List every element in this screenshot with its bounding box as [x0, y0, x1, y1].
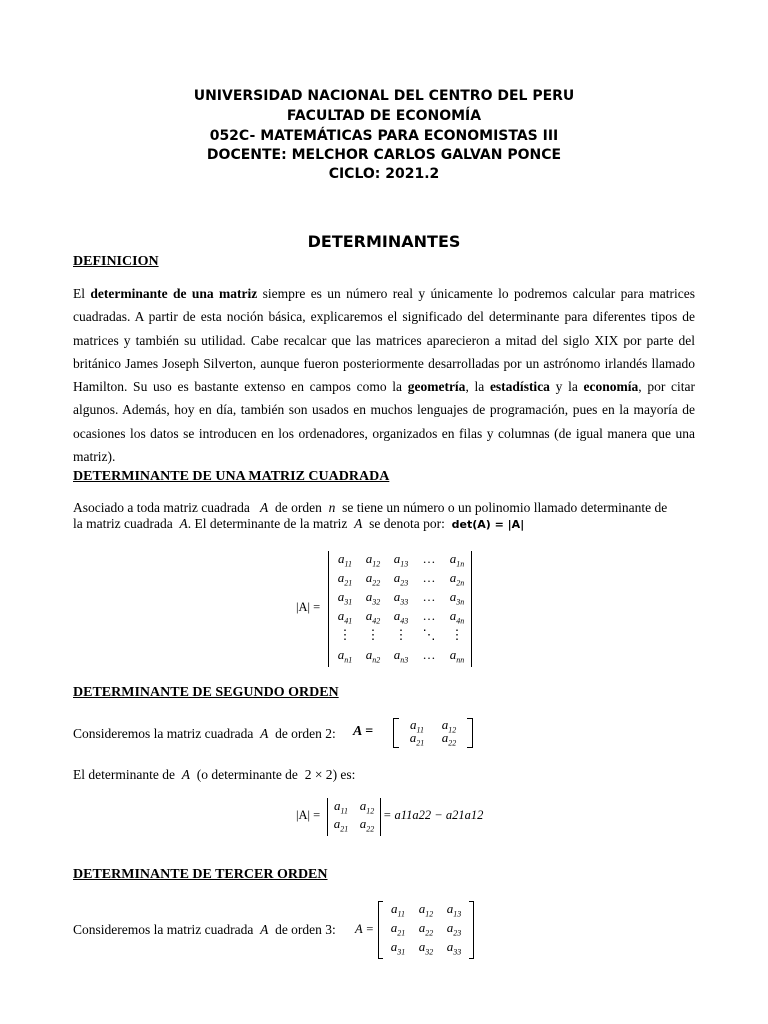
university-name: UNIVERSIDAD NACIONAL DEL CENTRO DEL PERU — [193, 88, 575, 104]
matrix-entry: $a_{41}$ — [337, 608, 353, 626]
matrix-entry: $a_{21}$ — [409, 730, 425, 748]
matrix-entry: $a_{31}$ — [337, 589, 353, 607]
matrix-entry: $a_{11}$ — [391, 901, 405, 919]
matrix-entry: $a_{31}$ — [390, 939, 406, 957]
matrix-entry: $a_{2n}$ — [449, 570, 465, 588]
segundo-det-rhs: = a11a22 − a21a12 — [383, 808, 484, 822]
matrix-entry: ⋮ — [366, 627, 380, 642]
teacher-name: DOCENTE: MELCHOR CARLOS GALVAN PONCE — [206, 147, 562, 163]
matrix-entry: $a_{12}$ — [365, 551, 381, 569]
matrix-entry: $a_{11}$ — [338, 551, 352, 569]
matrix-entry: $a_{12}$ — [359, 798, 375, 816]
matrix-entry: $a_{21}$ — [390, 920, 406, 938]
cuadrada-line1: Asociado a toda matriz cuadrada A de orden n se tiene un número o un polinomio llamado determinante de — [73, 500, 668, 515]
page-title: DETERMINANTES — [307, 232, 461, 251]
segundo-det-lhs: |A| = — [296, 808, 321, 822]
section-segundo: DETERMINANTE DE SEGUNDO ORDEN — [73, 685, 339, 700]
section-cuadrada: DETERMINANTE DE UNA MATRIZ CUADRADA — [73, 469, 390, 484]
matrix-entry: $a_{22}$ — [418, 920, 434, 938]
matrix-entry: $a_{33}$ — [446, 939, 462, 957]
section-tercer: DETERMINANTE DE TERCER ORDEN — [73, 867, 328, 882]
segundo-matrix — [393, 718, 473, 748]
matrix-entry: $a_{22}$ — [441, 730, 457, 748]
segundo-det-matrix — [327, 798, 381, 836]
matrix-entry: $a_{32}$ — [418, 939, 434, 957]
matrix-entry: … — [422, 551, 436, 566]
matrix-entry: $a_{11}$ — [334, 798, 348, 816]
definicion-paragraph: El determinante de una matriz siempre es un número real y únicamente lo podremos calcular para matrices cuadradas. A partir de esta noción básica, explicaremos el significado del determinante para diferentes tipos de matrices y también su utilidad. Cabe recalcar que las matrices aparecieron a mitad del siglo XIX por parte del británico James Joseph Silverton, aunque fueron posteriormente desarrolladas por un astrónomo irlandés llamado Hamilton. Su uso es bastante extenso en campos como la geometría, la estadística y la economía, por citar algunos. Además, hoy en día, también son usados en muchos lenguajes de programación, pues en la mayoría de ocasiones los datos se introducen en los ordenadores, organizados en filas y columnas (de igual manera que una matriz). — [73, 286, 695, 465]
segundo-matrix-lhs: A = — [353, 724, 374, 739]
matrix-entry: $a_{nn}$ — [449, 647, 465, 665]
matrix-entry: $a_{n3}$ — [393, 647, 409, 665]
matrix-entry: $a_{33}$ — [393, 589, 409, 607]
matrix-entry: … — [422, 589, 436, 604]
cycle: CICLO: 2021.2 — [328, 166, 440, 182]
matrix-entry: $a_{11}$ — [410, 717, 424, 735]
matrix-entry: $a_{43}$ — [393, 608, 409, 626]
matrix-entry: … — [422, 570, 436, 585]
matrix-entry: $a_{32}$ — [365, 589, 381, 607]
matrix-entry: ⋱ — [422, 627, 436, 642]
matrix-entry: $a_{n2}$ — [365, 647, 381, 665]
matrix-entry: $a_{42}$ — [365, 608, 381, 626]
matrix-entry: ⋮ — [394, 627, 408, 642]
matrix-entry: $a_{1n}$ — [449, 551, 465, 569]
matrix-entry: $a_{12}$ — [441, 717, 457, 735]
matrix-entry: ⋮ — [450, 627, 464, 642]
matrix-entry: $a_{12}$ — [418, 901, 434, 919]
matrix-entry: $a_{21}$ — [337, 570, 353, 588]
matrix-entry: $a_{22}$ — [359, 816, 375, 834]
matrix-entry: … — [422, 647, 436, 662]
matrix-entry: $a_{23}$ — [393, 570, 409, 588]
tercer-consider: Consideremos la matriz cuadrada A de orden 3: — [73, 922, 336, 937]
matrix-entry: $a_{4n}$ — [449, 608, 465, 626]
matrix-entry: $a_{21}$ — [333, 816, 349, 834]
general-matrix — [328, 551, 472, 667]
matrix-entry: $a_{13}$ — [393, 551, 409, 569]
segundo-det-intro: El determinante de A (o determinante de 2 × 2) es: — [73, 767, 356, 782]
faculty-name: FACULTAD DE ECONOMÍA — [286, 108, 482, 124]
det-notation: det(A) = |A| — [451, 518, 525, 531]
tercer-matrix — [378, 901, 474, 959]
matrix-entry: ⋮ — [338, 627, 352, 642]
matrix-entry: … — [422, 608, 436, 623]
matrix-entry: $a_{3n}$ — [449, 589, 465, 607]
course-name: 052C- MATEMÁTICAS PARA ECONOMISTAS III — [209, 128, 559, 144]
matrix-entry: $a_{23}$ — [446, 920, 462, 938]
cuadrada-line2: la matriz cuadrada A. El determinante de la matriz A se denota por: det(A) = |A| — [73, 516, 525, 531]
matrix-entry: $a_{22}$ — [365, 570, 381, 588]
general-det-lhs: |A| = — [296, 600, 321, 614]
segundo-consider: Consideremos la matriz cuadrada A de orden 2: — [73, 726, 336, 741]
matrix-entry: $a_{n1}$ — [337, 647, 353, 665]
section-definicion: DEFINICION — [73, 254, 159, 269]
matrix-entry: $a_{13}$ — [446, 901, 462, 919]
tercer-matrix-lhs: A = — [355, 922, 374, 936]
